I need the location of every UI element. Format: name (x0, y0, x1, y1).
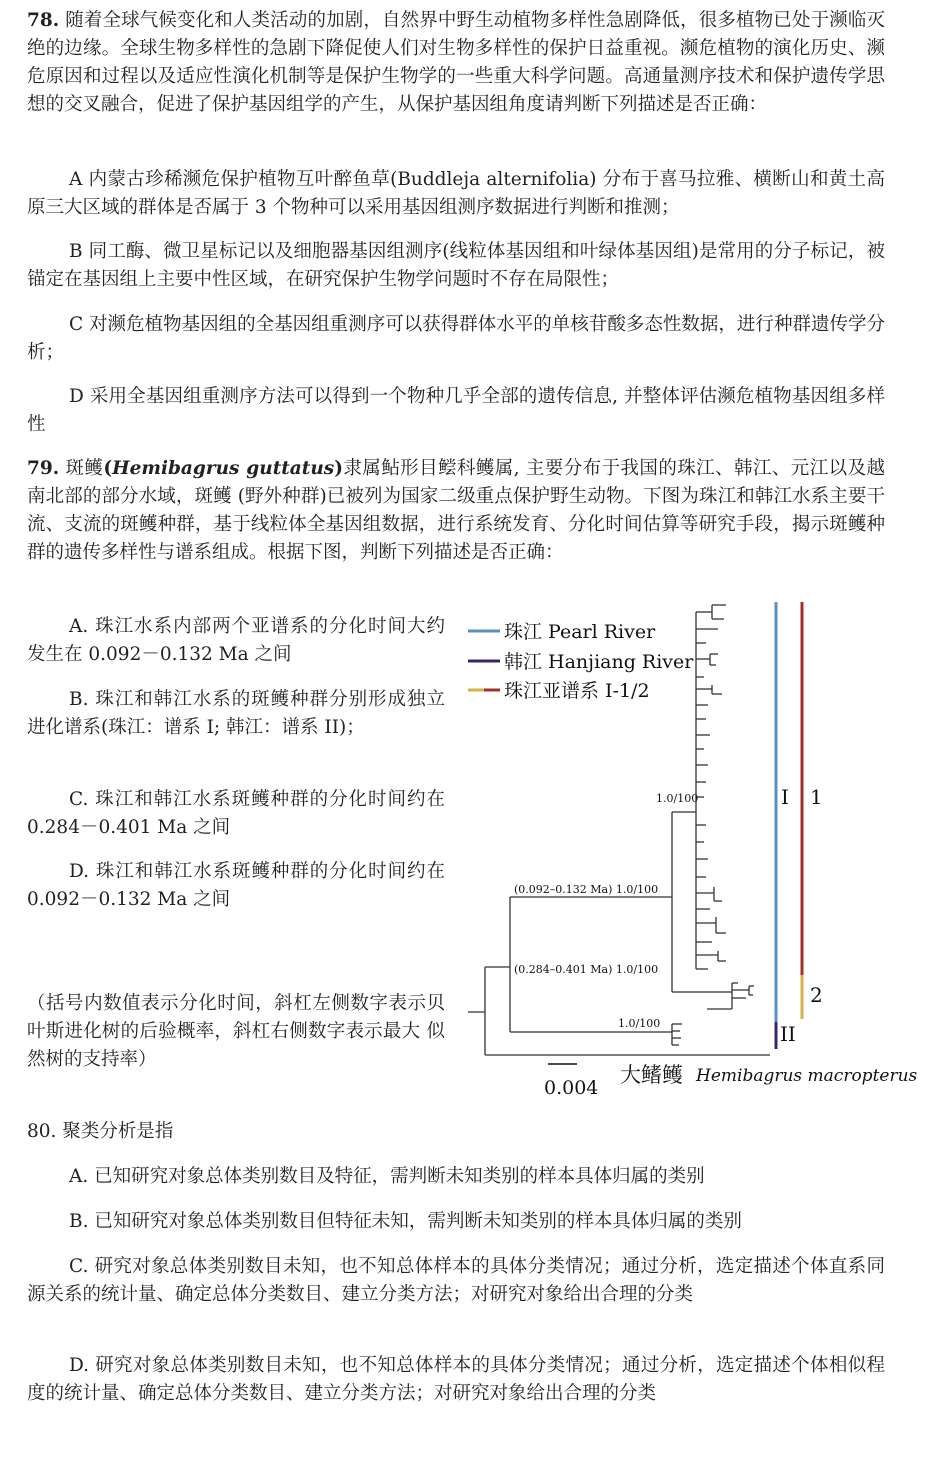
q79-species-cn: 斑鳠 (65, 458, 104, 479)
legend-label-hanjiang: 韩江 Hanjiang River (504, 651, 694, 673)
q79-stem (27, 455, 885, 567)
clade-label-I: I (781, 785, 789, 809)
q79-number: 79. (27, 458, 60, 479)
q80-option-d: D. 研究对象总体类别数目未知，也不知总体样本的具体分类情况；通过分析，选定描述个体相似程度的统计量、确定总体分类数目、建立分类方法；对研究对象给出合理的分类 (27, 1355, 885, 1404)
outgroup-label-latin: Hemibagrus macropterus (696, 1066, 918, 1086)
q79-option-d: D. 珠江和韩江水系斑鳠种群的分化时间约在 0.092－0.132 Ma 之间 (27, 861, 445, 910)
q79-option-b: B. 珠江和韩江水系的斑鳠种群分别形成独立进化谱系(珠江：谱系 I; 韩江：谱系 II)； (27, 689, 445, 738)
outgroup-label-cn: 大鳍鳠 (620, 1063, 683, 1087)
q78-stem-text: 随着全球气候变化和人类活动的加剧，自然界中野生动植物多样性急剧降低，很多植物已处于濒临灭绝的边缘。全球生物多样性的急剧下降促使人们对生物多样性的保护日益重视。濒危植物的演化历史、濒危原因和过程以及适应性演化机制等是保护生物学的一些重大科学问题。高通量测序技术和保护遗传学思想的交叉融合，促进了保护基因组学的产生，从保护基因组角度请判断下列描述是否正确： (27, 10, 885, 115)
q80-stem-text: 聚类分析是指 (62, 1121, 174, 1142)
q79-figure-note: （括号内数值表示分化时间，斜杠左侧数字表示贝叶斯进化树的后验概率，斜杠右侧数字表示最大 似然树的支持率） (27, 993, 445, 1070)
node-label-hanjiang: 1.0/100 (618, 1017, 661, 1030)
phylogenetic-tree-figure (460, 597, 936, 1097)
q80-option-b: B. 已知研究对象总体类别数目但特征未知，需判断未知类别的样本具体归属的类别 (69, 1211, 742, 1232)
q78-option-b: B 同工酶、微卫星标记以及细胞器基因组测序(线粒体基因组和叶绿体基因组)是常用的分子标记，被锚定在基因组上主要中性区域，在研究保护生物学问题时不存在局限性； (27, 241, 885, 290)
q80-stem (27, 1118, 885, 1146)
q78-option-d: D 采用全基因组重测序方法可以得到一个物种几乎全部的遗传信息, 并整体评估濒危植物基因组多样性 (27, 386, 885, 435)
node-label-pearl: (0.092–0.132 Ma) 1.0/100 (514, 883, 659, 896)
q79-option-a: A. 珠江水系内部两个亚谱系的分化时间大约发生在 0.092－0.132 Ma 之间 (27, 616, 445, 665)
q78-option-a: A 内蒙古珍稀濒危保护植物互叶醉鱼草(Buddleja alternifolia) 分布于喜马拉雅、横断山和黄土高原三大区域的群体是否属于 3 个物种可以采用基因组测序数据进行判断和推测； (27, 169, 885, 218)
q80-number: 80. (27, 1121, 57, 1142)
q79-option-c: C. 珠江和韩江水系斑鳠种群的分化时间约在 0.284－0.401 Ma 之间 (27, 789, 445, 838)
clade-label-2: 2 (810, 983, 823, 1007)
q80-option-a: A. 已知研究对象总体类别数目及特征，需判断未知类别的样本具体归属的类别 (69, 1166, 705, 1187)
q78-number: 78. (27, 10, 60, 31)
q78-stem (27, 7, 885, 119)
clade-label-II: II (780, 1022, 796, 1046)
clade-label-1: 1 (810, 785, 823, 809)
node-label-ingroup: (0.284–0.401 Ma) 1.0/100 (514, 963, 659, 976)
legend-label-sublineage: 珠江亚谱系 I-1/2 (504, 680, 650, 702)
q78-option-c: C 对濒危植物基因组的全基因组重测序可以获得群体水平的单核苷酸多态性数据，进行种群遗传学分析； (27, 314, 885, 363)
legend (468, 621, 694, 702)
scale-label: 0.004 (544, 1077, 599, 1097)
q79-stem-text: 隶属鲇形目鲿科鳠属, 主要分布于我国的珠江、韩江、元江以及越南北部的部分水域，斑鳠 (野外种群)已被列为国家二级重点保护野生动物。下图为珠江和韩江水系主要干流、支流的斑鳠种群，基于线粒体全基因组数据，进行系统发育、分化时间估算等研究手段，揭示斑鳠种群的遗传多样性与谱系组成。根据下图，判断下列描述是否正确： (27, 458, 885, 563)
legend-label-pearl: 珠江 Pearl River (504, 621, 656, 643)
q79-species-latin: (Hemibagrus guttatus) (103, 458, 343, 479)
node-label-sub1: 1.0/100 (656, 792, 699, 805)
q80-option-c: C. 研究对象总体类别数目未知，也不知总体样本的具体分类情况；通过分析，选定描述个体直系同源关系的统计量、确定总体分类数目、建立分类方法；对研究对象给出合理的分类 (27, 1256, 885, 1305)
